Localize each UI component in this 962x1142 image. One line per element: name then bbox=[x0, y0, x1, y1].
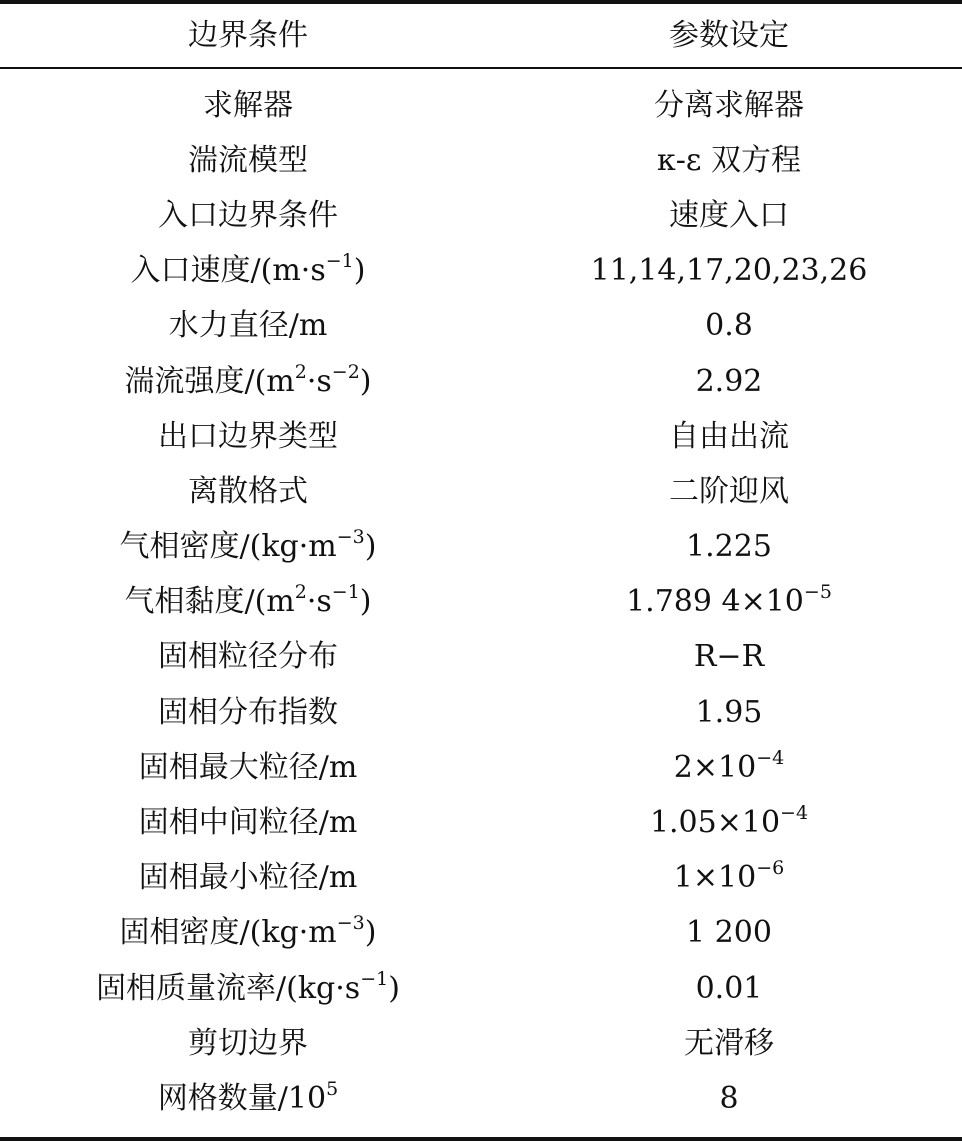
value-superscript: −5 bbox=[803, 581, 832, 604]
value-text: 自由出流 bbox=[669, 418, 789, 454]
value-text: 二阶迎风 bbox=[669, 473, 789, 509]
condition-text: 入口边界条件 bbox=[158, 197, 338, 233]
condition-cell bbox=[0, 749, 496, 785]
value-text: 11,14,17,20,23,26 bbox=[590, 253, 868, 289]
condition-text: 固相最小粒径/m bbox=[138, 860, 358, 896]
value-text: 1×10 bbox=[673, 860, 757, 896]
header-row bbox=[0, 4, 962, 67]
condition-cell bbox=[0, 805, 496, 841]
value-superscript: −4 bbox=[780, 802, 809, 825]
header-rule bbox=[0, 67, 962, 69]
condition-text: 水力直径/m bbox=[168, 308, 328, 344]
value-text: κ-ε 双方程 bbox=[657, 142, 801, 178]
table-row bbox=[0, 630, 962, 685]
condition-text: 固相分布指数 bbox=[158, 694, 338, 730]
value-cell bbox=[496, 1080, 962, 1116]
table-row bbox=[0, 851, 962, 906]
condition-text: 固相质量流率/(kg·s bbox=[96, 970, 361, 1006]
table-row bbox=[0, 244, 962, 299]
value-text: 分离求解器 bbox=[654, 87, 804, 123]
condition-text: 固相密度/(kg·m bbox=[119, 915, 337, 951]
condition-text: 气相黏度/(m bbox=[124, 584, 295, 620]
condition-superscript: −1 bbox=[331, 581, 360, 604]
value-text: 无滑移 bbox=[684, 1025, 774, 1061]
value-cell bbox=[496, 418, 962, 454]
condition-cell bbox=[0, 87, 496, 123]
condition-text: ) bbox=[364, 915, 377, 951]
table-row bbox=[0, 409, 962, 464]
condition-cell bbox=[0, 308, 496, 344]
condition-text: 入口速度/(m·s bbox=[130, 253, 326, 289]
condition-cell bbox=[0, 197, 496, 233]
table-row bbox=[0, 740, 962, 795]
value-text: 1.05×10 bbox=[649, 805, 781, 841]
value-cell bbox=[496, 970, 962, 1006]
condition-text: ·s bbox=[306, 584, 332, 620]
value-cell bbox=[496, 581, 962, 620]
condition-text: ) bbox=[364, 529, 377, 565]
table-row bbox=[0, 354, 962, 409]
condition-cell bbox=[0, 912, 496, 951]
value-text: R−R bbox=[693, 639, 765, 675]
value-text: 2×10 bbox=[673, 749, 757, 785]
value-text: 1.789 4×10 bbox=[626, 584, 804, 620]
condition-superscript: 2 bbox=[294, 581, 307, 604]
value-text: 0.01 bbox=[695, 970, 763, 1006]
condition-superscript: −3 bbox=[336, 912, 365, 935]
table-row bbox=[0, 133, 962, 188]
condition-cell bbox=[0, 250, 496, 289]
condition-superscript: −1 bbox=[360, 967, 389, 990]
condition-superscript: −2 bbox=[331, 360, 360, 383]
condition-cell bbox=[0, 142, 496, 178]
table-row bbox=[0, 906, 962, 961]
condition-cell bbox=[0, 360, 496, 399]
value-cell bbox=[496, 802, 962, 841]
condition-superscript: −1 bbox=[325, 250, 354, 273]
condition-text: 固相中间粒径/m bbox=[138, 805, 358, 841]
value-cell bbox=[496, 473, 962, 509]
table-row bbox=[0, 1071, 962, 1126]
value-text: 1 200 bbox=[686, 915, 772, 951]
condition-text: ) bbox=[359, 584, 372, 620]
condition-text: 离散格式 bbox=[188, 473, 308, 509]
condition-text: ) bbox=[388, 970, 400, 1006]
condition-cell bbox=[0, 639, 496, 675]
condition-text: 固相粒径分布 bbox=[158, 639, 338, 675]
value-cell bbox=[496, 746, 962, 785]
condition-cell bbox=[0, 418, 496, 454]
table-row bbox=[0, 464, 962, 519]
value-cell bbox=[496, 253, 962, 289]
table-row bbox=[0, 188, 962, 243]
value-text: 2.92 bbox=[695, 363, 763, 399]
value-cell bbox=[496, 529, 962, 565]
value-cell bbox=[496, 857, 962, 896]
value-cell bbox=[496, 639, 962, 675]
table-row bbox=[0, 685, 962, 740]
table-row bbox=[0, 520, 962, 575]
table-body bbox=[0, 78, 962, 1127]
table-row bbox=[0, 1016, 962, 1071]
condition-text: 网格数量/10 bbox=[157, 1080, 327, 1116]
condition-superscript: 5 bbox=[326, 1077, 339, 1100]
condition-cell bbox=[0, 1077, 496, 1116]
condition-text: 求解器 bbox=[203, 87, 293, 123]
condition-cell bbox=[0, 473, 496, 509]
condition-cell bbox=[0, 526, 496, 565]
condition-text: ) bbox=[353, 253, 366, 289]
table-row bbox=[0, 795, 962, 850]
table-row bbox=[0, 575, 962, 630]
condition-text: ·s bbox=[306, 363, 332, 399]
value-cell bbox=[496, 197, 962, 233]
condition-text: 湍流模型 bbox=[188, 142, 308, 178]
condition-cell bbox=[0, 967, 496, 1006]
value-text: 0.8 bbox=[705, 308, 753, 344]
value-text: 速度入口 bbox=[669, 197, 789, 233]
value-cell bbox=[496, 363, 962, 399]
condition-cell bbox=[0, 694, 496, 730]
condition-cell bbox=[0, 1025, 496, 1061]
condition-cell bbox=[0, 581, 496, 620]
value-cell bbox=[496, 1025, 962, 1061]
table-row bbox=[0, 961, 962, 1016]
table-row bbox=[0, 299, 962, 354]
value-superscript: −4 bbox=[756, 746, 785, 769]
condition-text: 气相密度/(kg·m bbox=[119, 529, 337, 565]
table-row bbox=[0, 78, 962, 133]
header-boundary-condition: 边界条件 bbox=[188, 17, 308, 53]
value-cell bbox=[496, 87, 962, 123]
value-cell bbox=[496, 308, 962, 344]
bottom-rule bbox=[0, 1137, 962, 1141]
condition-superscript: −3 bbox=[336, 526, 365, 549]
value-cell bbox=[496, 915, 962, 951]
value-text: 8 bbox=[719, 1080, 739, 1116]
value-text: 1.95 bbox=[695, 694, 763, 730]
condition-text: 剪切边界 bbox=[188, 1025, 308, 1061]
condition-text: 出口边界类型 bbox=[158, 418, 338, 454]
condition-superscript: 2 bbox=[294, 360, 307, 383]
header-parameter-setting: 参数设定 bbox=[669, 17, 789, 53]
condition-text: 固相最大粒径/m bbox=[138, 749, 358, 785]
value-text: 1.225 bbox=[686, 529, 772, 565]
value-cell bbox=[496, 694, 962, 730]
value-superscript: −6 bbox=[756, 857, 785, 880]
condition-text: ) bbox=[359, 363, 372, 399]
condition-text: 湍流强度/(m bbox=[124, 363, 295, 399]
condition-cell bbox=[0, 860, 496, 896]
value-cell bbox=[496, 142, 962, 178]
